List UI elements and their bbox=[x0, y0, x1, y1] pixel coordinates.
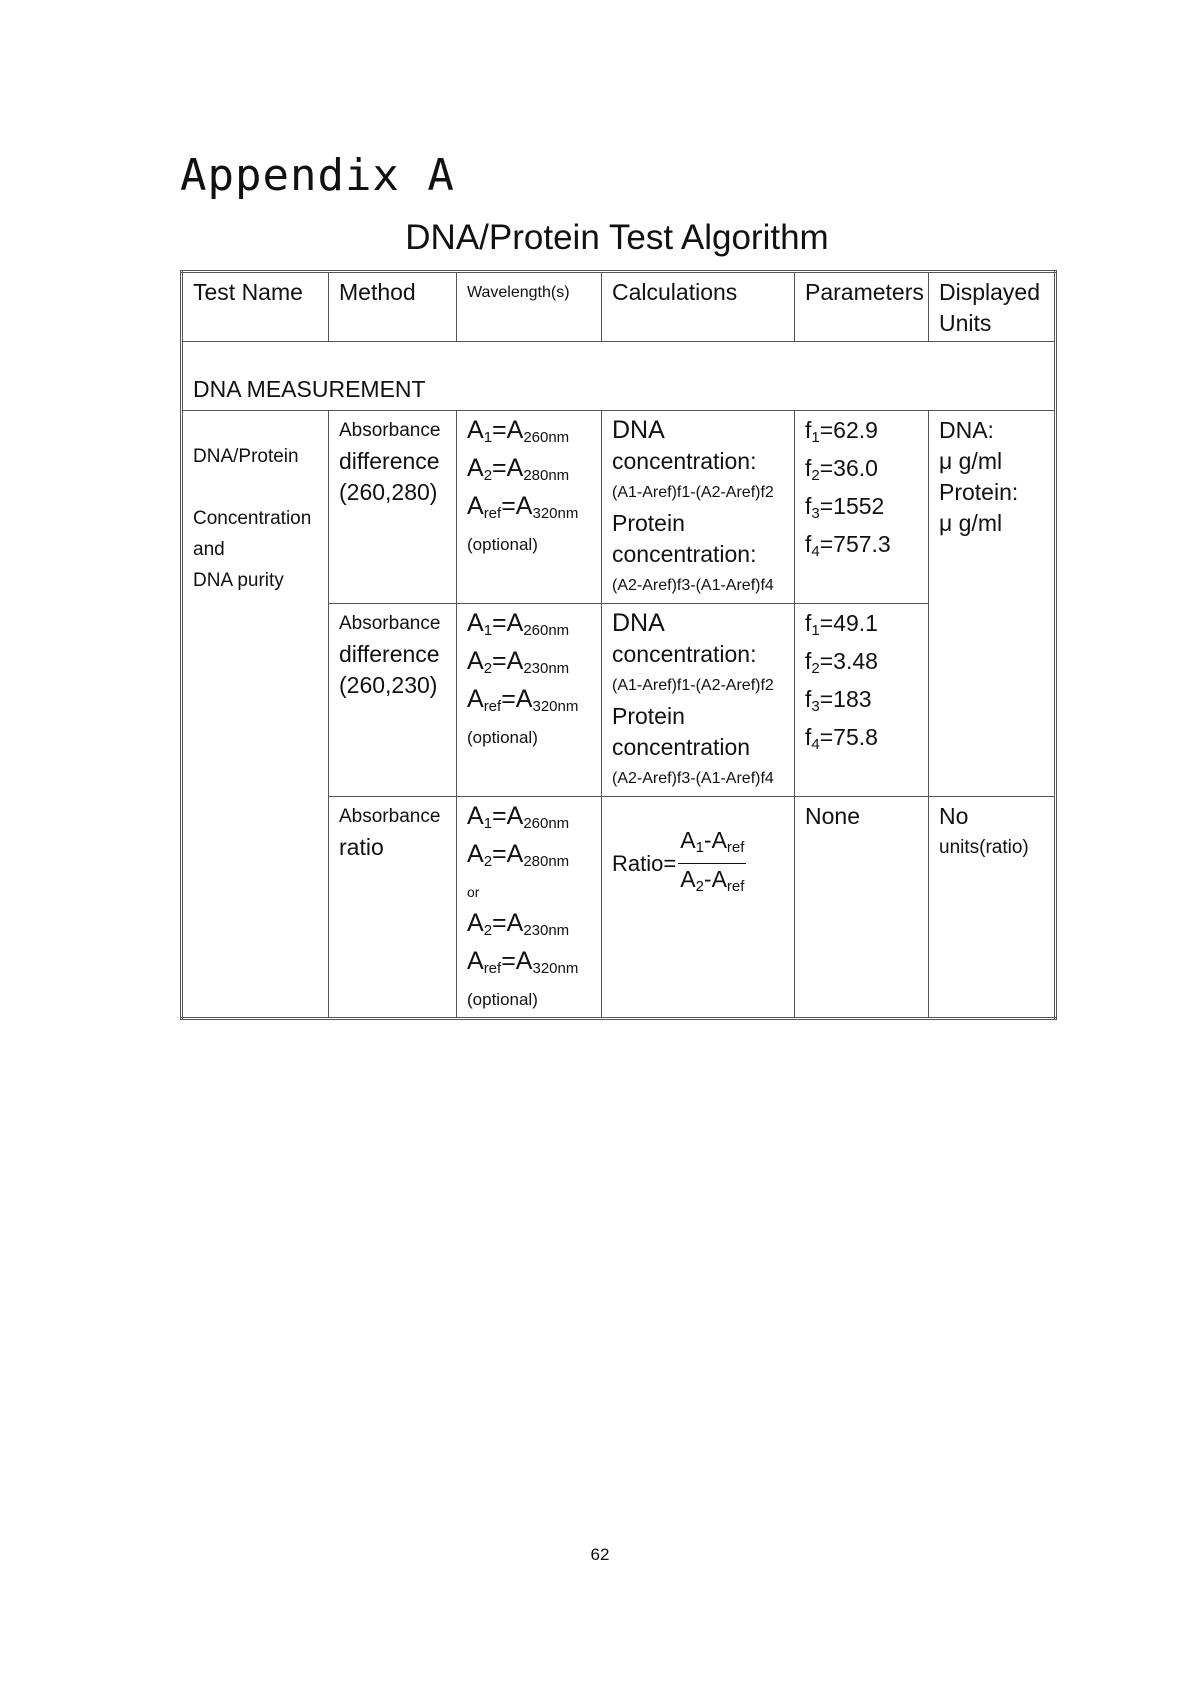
units-dna-value: μ g/ml bbox=[939, 448, 1003, 474]
units-cell bbox=[929, 797, 1056, 1019]
page-number: 62 bbox=[590, 1545, 610, 1564]
test-name-line4: DNA purity bbox=[193, 570, 284, 591]
calc-protein-concentration: concentration bbox=[612, 734, 751, 760]
header-test-name: Test Name bbox=[182, 272, 329, 342]
header-parameters: Parameters bbox=[795, 272, 929, 342]
wavelength-aref: $A_{ref}=A_{320nm}$ bbox=[467, 685, 579, 715]
wavelength-a1: $A_1=A_{260nm}$ bbox=[467, 416, 570, 446]
method-line2: ratio bbox=[339, 834, 384, 860]
method-line1: Absorbance bbox=[339, 420, 441, 441]
method-line3: (260,280) bbox=[339, 479, 438, 505]
calc-protein: Protein bbox=[612, 510, 685, 536]
method-line1: Absorbance bbox=[339, 613, 441, 634]
units-line1: No bbox=[939, 803, 969, 829]
wavelength-optional: (optional) bbox=[467, 990, 538, 1009]
ratio-fraction bbox=[678, 825, 746, 902]
header-wavelengths: Wavelength(s) bbox=[457, 272, 602, 342]
calc-protein-formula: (A2-Aref)f3-(A1-Aref)f4 bbox=[612, 577, 774, 594]
ratio-numerator: $A_1-A_{ref}$ bbox=[678, 825, 746, 864]
wavelength-cell bbox=[457, 797, 602, 1019]
calc-protein-concentration: concentration: bbox=[612, 541, 757, 567]
calc-protein-formula: (A2-Aref)f3-(A1-Aref)f4 bbox=[612, 770, 774, 787]
units-protein: Protein: bbox=[939, 479, 1019, 505]
calc-dna-formula: (A1-Aref)f1-(A2-Aref)f2 bbox=[612, 484, 774, 501]
appendix-heading: Appendix A bbox=[180, 150, 455, 201]
param-f2: $f_2=36.0$ bbox=[805, 455, 878, 484]
wavelength-cell bbox=[457, 604, 602, 797]
param-f3: $f_3=183$ bbox=[805, 686, 872, 715]
units-line2: units(ratio) bbox=[939, 837, 1029, 858]
param-f1: $f_1=49.1$ bbox=[805, 610, 878, 639]
parameters-cell bbox=[795, 604, 929, 797]
param-f2: $f_2=3.48$ bbox=[805, 648, 878, 677]
parameters-cell: None bbox=[795, 797, 929, 1019]
section-row bbox=[182, 342, 1056, 411]
table-row bbox=[182, 411, 1056, 604]
method-cell bbox=[329, 797, 457, 1019]
test-name-line1: DNA/Protein bbox=[193, 446, 299, 467]
wavelength-aref: $A_{ref}=A_{320nm}$ bbox=[467, 947, 579, 977]
wavelength-aref: $A_{ref}=A_{320nm}$ bbox=[467, 492, 579, 522]
calc-protein: Protein bbox=[612, 703, 685, 729]
parameters-cell bbox=[795, 411, 929, 604]
wavelength-a2: $A_2=A_{280nm}$ bbox=[467, 840, 570, 870]
wavelength-a2: $A_2=A_{280nm}$ bbox=[467, 454, 570, 484]
test-name-line3: and bbox=[193, 539, 225, 560]
units-protein-value: μ g/ml bbox=[939, 510, 1003, 536]
method-cell bbox=[329, 411, 457, 604]
section-title: DNA MEASUREMENT bbox=[182, 342, 1056, 411]
test-name-cell bbox=[182, 411, 329, 1019]
param-f4: $f_4=757.3$ bbox=[805, 531, 891, 560]
calc-dna-concentration: concentration: bbox=[612, 448, 757, 474]
wavelength-optional: (optional) bbox=[467, 728, 538, 747]
param-f1: $f_1=62.9$ bbox=[805, 417, 878, 446]
calc-dna: DNA bbox=[612, 609, 665, 637]
calc-dna-concentration: concentration: bbox=[612, 641, 757, 667]
method-line3: (260,230) bbox=[339, 672, 438, 698]
header-units-line2: Units bbox=[939, 310, 992, 336]
algorithm-table bbox=[180, 270, 1057, 1020]
method-cell bbox=[329, 604, 457, 797]
wavelength-optional: (optional) bbox=[467, 535, 538, 554]
method-line2: difference bbox=[339, 448, 440, 474]
param-f4: $f_4=75.8$ bbox=[805, 724, 878, 753]
wavelength-or: or bbox=[467, 884, 480, 900]
ratio-label: Ratio= bbox=[612, 851, 677, 876]
method-line2: difference bbox=[339, 641, 440, 667]
calculation-cell bbox=[602, 797, 795, 1019]
wavelength-a2: $A_2=A_{230nm}$ bbox=[467, 647, 570, 677]
table-header-row bbox=[182, 272, 1056, 342]
header-displayed-units bbox=[929, 272, 1056, 342]
wavelength-a2-alt: $A_2=A_{230nm}$ bbox=[467, 909, 570, 939]
header-method: Method bbox=[329, 272, 457, 342]
calculation-cell bbox=[602, 604, 795, 797]
units-dna: DNA: bbox=[939, 417, 994, 443]
ratio-formula bbox=[612, 801, 784, 902]
header-calculations: Calculations bbox=[602, 272, 795, 342]
param-f3: $f_3=1552$ bbox=[805, 493, 885, 522]
wavelength-a1: $A_1=A_{260nm}$ bbox=[467, 802, 570, 832]
calc-dna-formula: (A1-Aref)f1-(A2-Aref)f2 bbox=[612, 677, 774, 694]
test-name-line2: Concentration bbox=[193, 508, 312, 529]
units-cell bbox=[929, 411, 1056, 797]
calculation-cell bbox=[602, 411, 795, 604]
calc-dna: DNA bbox=[612, 416, 665, 444]
method-line1: Absorbance bbox=[339, 806, 441, 827]
wavelength-cell bbox=[457, 411, 602, 604]
ratio-denominator: $A_2-A_{ref}$ bbox=[680, 866, 745, 895]
header-units-line1: Displayed bbox=[939, 279, 1040, 305]
wavelength-a1: $A_1=A_{260nm}$ bbox=[467, 609, 570, 639]
page-title: DNA/Protein Test Algorithm bbox=[405, 218, 829, 257]
